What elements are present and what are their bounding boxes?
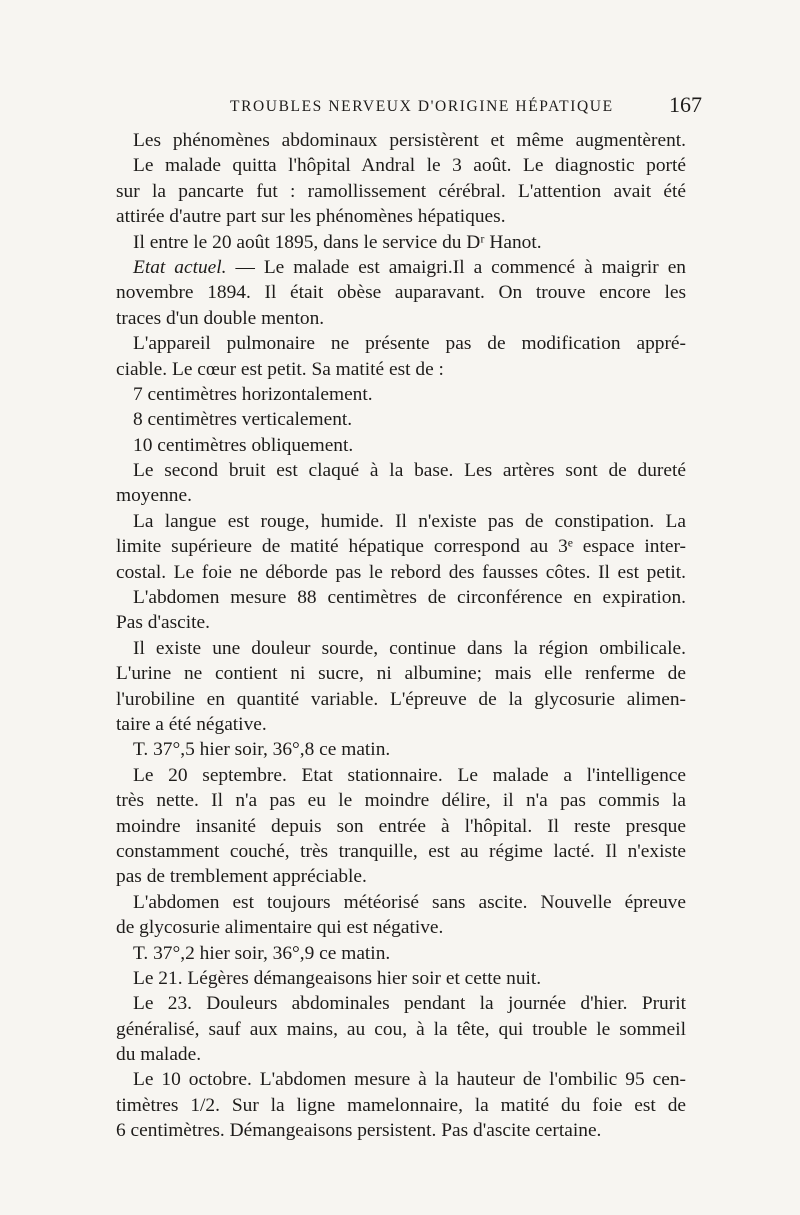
text-line: timètres 1/2. Sur la ligne mamelonnaire, la matité du foie est de xyxy=(116,1094,686,1116)
text-line: costal. Le foie ne déborde pas le rebord des fausses côtes. Il est petit. xyxy=(116,561,686,583)
text-line: limite supérieure de matité hépatique correspond au 3ᵉ espace inter- xyxy=(116,536,686,558)
text-line: La langue est rouge, humide. Il n'existe pas de constipation. La xyxy=(133,510,686,532)
text-line: Le malade quitta l'hôpital Andral le 3 août. Le diagnostic porté xyxy=(133,155,686,177)
text-line: Le second bruit est claqué à la base. Les artères sont de dureté xyxy=(133,460,686,482)
text-line: attirée d'autre part sur les phénomènes hépatiques. xyxy=(116,206,506,228)
text-line: Le 23. Douleurs abdominales pendant la journée d'hier. Prurit xyxy=(133,993,686,1015)
text-line: moindre insanité depuis son entrée à l'hôpital. Il reste presque xyxy=(116,815,686,837)
text-line: T. 37°,5 hier soir, 36°,8 ce matin. xyxy=(133,739,391,761)
text-line: 10 centimètres obliquement. xyxy=(133,434,354,456)
text-line: Pas d'ascite. xyxy=(116,612,210,634)
text-line xyxy=(116,255,686,280)
text-line: Le 20 septembre. Etat stationnaire. Le malade a l'intelligence xyxy=(133,764,686,786)
page-header xyxy=(116,92,702,122)
text-line: Il entre le 20 août 1895, dans le service du Dʳ Hanot. xyxy=(133,231,542,253)
text-line: 7 centimètres horizontalement. xyxy=(133,383,373,405)
text-line: Le 10 octobre. L'abdomen mesure à la hauteur de l'ombilic 95 cen- xyxy=(133,1069,686,1091)
text-line: L'abdomen mesure 88 centimètres de circonférence en expiration. xyxy=(133,587,686,609)
text-line: T. 37°,2 hier soir, 36°,9 ce matin. xyxy=(133,942,391,964)
line-text: — Le malade est amaigri.Il a commencé à maigrir en xyxy=(226,256,686,278)
italic-heading: Etat actuel. xyxy=(133,256,227,278)
text-line: moyenne. xyxy=(116,485,192,507)
text-line: ciable. Le cœur est petit. Sa matité est de : xyxy=(116,358,444,380)
text-line: généralisé, sauf aux mains, au cou, à la tête, qui trouble le sommeil xyxy=(116,1018,686,1040)
body-text xyxy=(116,128,686,1144)
text-line: sur la pancarte fut : ramollissement cérébral. L'attention avait été xyxy=(116,180,686,202)
text-line: L'abdomen est toujours météorisé sans ascite. Nouvelle épreuve xyxy=(133,891,686,913)
text-line: Le 21. Légères démangeaisons hier soir et cette nuit. xyxy=(133,967,542,989)
running-title: TROUBLES NERVEUX D'ORIGINE HÉPATIQUE xyxy=(230,98,614,115)
text-line: traces d'un double menton. xyxy=(116,307,325,329)
text-line: L'urine ne contient ni sucre, ni albumine; mais elle renferme de xyxy=(116,663,686,685)
text-line: 8 centimètres verticalement. xyxy=(133,409,353,431)
text-line: L'appareil pulmonaire ne présente pas de modification appré- xyxy=(133,333,686,355)
text-line: taire a été négative. xyxy=(116,713,267,735)
text-line: constamment couché, très tranquille, est au régime lacté. Il n'existe xyxy=(116,840,686,862)
text-line: pas de tremblement appréciable. xyxy=(116,866,367,888)
text-line: 6 centimètres. Démangeaisons persistent. Pas d'ascite certaine. xyxy=(116,1120,602,1142)
text-line: l'urobiline en quantité variable. L'épreuve de la glycosurie alimen- xyxy=(116,688,686,710)
text-line: du malade. xyxy=(116,1044,202,1066)
text-line: Il existe une douleur sourde, continue dans la région ombilicale. xyxy=(133,637,686,659)
page-number: 167 xyxy=(669,92,702,117)
text-line: Les phénomènes abdominaux persistèrent et même augmentèrent. xyxy=(133,130,686,151)
text-line: de glycosurie alimentaire qui est négative. xyxy=(116,917,444,939)
text-line: novembre 1894. Il était obèse auparavant. On trouve encore les xyxy=(116,282,686,304)
text-line: très nette. Il n'a pas eu le moindre délire, il n'a pas commis la xyxy=(116,790,686,812)
